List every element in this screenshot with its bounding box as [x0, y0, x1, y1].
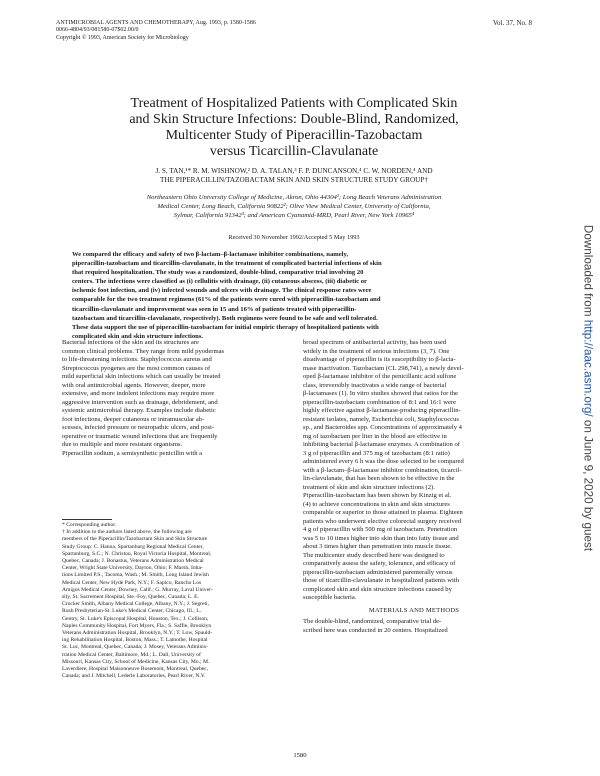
footnote-line: Amigos Medical Center, Downey, Calif.; G. Murray, Laval Univer-: [62, 586, 213, 593]
body-line: was 5 to 10 times higher into skin than into fatty tissue and: [303, 534, 459, 542]
title-line: Treatment of Hospitalized Patients with Complicated Skin: [130, 96, 458, 111]
body-line: inhibiting bacterial β-lactamase enzymes. A combination of: [303, 441, 460, 448]
body-line: with a β-lactam–β-lactamase inhibitor combination, ticarcil-: [303, 466, 462, 474]
body-line: mild superficial skin infections which can usually be treated: [62, 373, 221, 380]
footnote-line: Naples Community Hospital, Fort Myers, Fla.; S. Saffie, Brooklyn: [62, 622, 212, 629]
footnote-line: Rush Presbyterian-St. Luke's Medical Center, Chicago, Ill.; L.: [62, 608, 202, 615]
body-line: sp., and Bacteroides spp. Concentrations of approximately 4: [303, 424, 462, 431]
body-line: Streptococcus pyogenes are the most common causes of: [62, 364, 211, 372]
footnote-line: Study Group: C. Hanna, Spartanburg Regional Medical Center,: [62, 543, 204, 550]
journal-citation: ANTIMICROBIAL AGENTS AND CHEMOTHERAPY, Aug. 1993, p. 1580-1586: [56, 20, 256, 26]
title-line: and Skin Structure Infections: Double-Blind, Randomized,: [129, 112, 459, 127]
abstract-line: ticarcillin-clavulanate and improvement was seen in 15 and 16% of patients treated with piperacillin-: [72, 305, 357, 313]
body-line: disadvantage of piperacillin is its susceptibility to β-lacta-: [303, 356, 456, 363]
footnote-line: Canada; and J. Mitchell, Lederle Laboratories, Pearl River, N.Y.: [62, 673, 206, 680]
footnote-line: Medical Center, New Hyde Park, N.Y.; F. Sapico, Rancho Los: [62, 579, 202, 586]
body-line: (4) to achieve concentrations in skin and skin structures: [303, 500, 450, 508]
body-line: widely in the treatment of serious infections (3, 7). One: [303, 347, 450, 355]
footnote-line: Missouri, Kansas City, School of Medicine, Kansas City, Mo.; M.: [62, 658, 210, 665]
body-line: Bacterial infections of the skin and its structures are: [62, 339, 199, 346]
body-line: with oral antimicrobial agents. However, deeper, more: [62, 381, 206, 389]
author-line: THE PIPERACILLIN/TAZOBACTAM SKIN AND SKIN STRUCTURE STUDY GROUP†: [160, 176, 428, 184]
affiliation-line: Sylmar, California 91342³; and American Cyanamid-MRD, Pearl River, New York 10965⁴: [173, 212, 415, 219]
body-line: patients who underwent elective colorectal surgery received: [303, 517, 462, 525]
body-line: mg of tazobactam per liter in the blood are effective in: [303, 432, 447, 440]
affiliation-line: Medical Center, Long Beach, California 90822²; Olive View Medical Center, University of California,: [157, 203, 431, 210]
body-line: The multicenter study described here was designed to: [303, 551, 445, 559]
body-line: systemic antimicrobial therapy. Examples include diabetic: [62, 407, 216, 414]
body-line: broad spectrum of antibacterial activity, has been used: [303, 339, 447, 346]
footnote-line: ing Rehabilitation Hospital, Boston, Mass.; T. Lamothe, Hospital: [62, 637, 208, 644]
abstract-line: ischemic foot infection, and (iv) infected wounds and ulcers with drainage. The clinical response rates were: [72, 287, 372, 295]
footnote-line: members of the Piperacillin/Tazobactam Skin and Skin Structure: [62, 536, 208, 543]
abstract-line: We compared the efficacy and safety of two β-lactam–β-lactamase inhibitor combinations, namely,: [72, 251, 349, 258]
watermark-prefix: Downloaded from: [581, 224, 595, 320]
body-line: those of ticarcillin-clavulanate in hospitalized patients with: [303, 577, 460, 584]
issn-line: 0066-4804/93/081580-07$02.00/0: [56, 27, 139, 34]
body-line: mase inactivation. Tazobactam (CL 298,741), a newly devel-: [303, 364, 464, 372]
abstract: [72, 250, 520, 341]
article-title: [56, 96, 532, 160]
body-line: complicated skin and skin structure infections caused by: [303, 585, 452, 593]
footnote-line: Veterans Administration Hospital, Brooklyn, N.Y.; T. Low, Spauld-: [62, 630, 213, 637]
body-line: extensive, and more indolent infections may require more: [62, 390, 215, 397]
body-line: class, irreversibly inactivates a wide range of bacterial: [303, 381, 447, 389]
body-line: lin-clavulanate, that has been shown to be effective in the: [303, 475, 455, 482]
right-column: [303, 339, 525, 635]
footnote-line: sity, St. Sacrement Hospital, Ste.-Foy, Quebec, Canada; L. E.: [62, 594, 199, 601]
download-watermark: [582, 225, 595, 551]
body-line: The double-blind, randomized, comparative trial de-: [303, 618, 442, 625]
abstract-line: that required hospitalization. The study was a randomized, double-blind, comparative trial involving 20: [72, 269, 364, 277]
received-dates: Received 30 November 1992/Accepted 5 May 1993: [228, 234, 360, 241]
body-line: scribed here was conducted in 20 centers. Hospitalized: [303, 626, 448, 634]
body-line: about 3 times higher than penetration into muscle tissue.: [303, 543, 452, 550]
footnote-line: Center, Wright State University, Dayton, Ohio; F. Marsh, Inha-: [62, 565, 203, 572]
body-line: comparable or superior to those attained in plasma. Eighteen: [303, 509, 463, 516]
footnote-line: tions Limited P.S., Tacoma, Wash.; M. Smith, Long Island Jewish: [62, 572, 209, 579]
volume-issue: Vol. 37, No. 8: [492, 19, 532, 27]
body-line: scesses, infected pressure or neuropathic ulcers, and post-: [62, 424, 215, 431]
affiliations: [56, 193, 532, 220]
abstract-line: These data support the use of piperacillin-tazobactam for initial empiric therapy of hospitalized patients with: [72, 323, 379, 331]
footnote-line: * Corresponding author.: [62, 522, 117, 528]
footnote-line: tration Medical Center, Baltimore, Md.; L. Dall, University of: [62, 651, 201, 658]
body-line: piperacillin-tazobactam combination of 8:1 and 16:1 were: [303, 398, 457, 406]
footnote-line: Crocker Smith, Albany Medical College, Albany, N.Y.; J. Segreti,: [62, 601, 209, 608]
watermark-link[interactable]: http://aac.asm.org/: [581, 319, 595, 417]
body-line: foot infections, deeper cutaneous or intramuscular ab-: [62, 415, 205, 423]
footnotes: [62, 522, 284, 680]
left-column: [62, 339, 284, 458]
footnote-line: Spartanburg, S.C.; N. Christou, Royal Victoria Hospital, Montreal,: [62, 550, 212, 557]
footnote-line: † In addition to the authors listed above, the following are: [62, 529, 192, 536]
body-line: Piperacillin sodium, a semisynthetic penicillin with a: [62, 449, 203, 457]
author-list: [56, 167, 532, 185]
body-line: susceptible bacteria.: [303, 594, 357, 601]
abstract-line: piperacillin-tazobactam and ticarcillin-clavulanate, in the treatment of complicated bacterial infections of skin: [72, 260, 382, 268]
body-line: piperacillin-tazobactam administered parenterally versus: [303, 568, 453, 576]
title-line: Multicenter Study of Piperacillin-Tazobactam: [165, 128, 423, 143]
abstract-line: complicated skin and skin structure infections.: [72, 332, 204, 340]
copyright-line: Copyright © 1993, American Society for Microbiology: [56, 34, 189, 41]
body-line: to life-threatening infections. Staphylococcus aureus and: [62, 356, 212, 363]
body-line: aggressive intervention such as drainage, debridement, and: [62, 398, 218, 406]
watermark-suffix: on June 9, 2020 by guest: [581, 416, 595, 552]
journal-header: [56, 20, 532, 42]
abstract-line: centers. The infections were classified as (i) cellulitis with drainage, (ii) cutaneous abscess, (iii) diabetic or: [72, 278, 367, 286]
affiliation-line: Northeastern Ohio University College of Medicine, Akron, Ohio 44304¹; Long Beach Veterans Administration: [146, 194, 442, 201]
body-line: 3 g of piperacillin and 375 mg of tazobactam (8:1 ratio): [303, 449, 450, 457]
body-line: operative or traumatic wound infections that are frequently: [62, 432, 218, 440]
author-line: J. S. TAN,¹* R. M. WISHNOW,² D. A. TALAN,³ F. P. DUNCANSON,⁴ C. W. NORDEN,⁴ AND: [155, 167, 433, 175]
footnote-line: St. Luc, Montreal, Quebec, Canada; J. Mosey, Veterans Adminis-: [62, 644, 208, 651]
body-line: due to multiple and more resistant organisms.: [62, 441, 183, 448]
body-line: administered every 6 h was the dose selected to be compared: [303, 458, 464, 465]
body-line: 4 g of piperacillin with 500 mg of tazobactam. Penetration: [303, 526, 458, 533]
footnote-line: Laverdiere, Hospital Maisonneuve Rosemont, Montreal, Quebec,: [62, 666, 209, 673]
body-line: β-lactamases (1). In vitro studies showed that ratios for the: [303, 390, 458, 397]
body-line: resistant isolates, namely, Escherichia coli, Staphylococcus: [303, 415, 459, 423]
body-line: comparatively assess the safety, tolerance, and efficacy of: [303, 560, 456, 567]
body-line: common clinical problems. They range from mild pyodermas: [62, 347, 225, 355]
body-line: oped β-lactamase inhibitor of the penicillanic acid sulfone: [303, 373, 457, 380]
body-line: treatment of skin and skin structure infections (2).: [303, 483, 435, 491]
abstract-line: comparable for the two treatment regimens (61% of the patients were cured with piperacillin-tazobactam and: [72, 296, 381, 304]
section-heading: MATERIALS AND METHODS: [368, 606, 460, 614]
body-line: Piperacillin-tazobactam has been shown by Kinzig et al.: [303, 492, 452, 499]
page-number: 1580: [293, 752, 307, 759]
abstract-line: tazobactam and ticarcillin-clavulanate, respectively). Both regimens were found to be safe and well tolerated.: [72, 314, 378, 322]
body-line: highly effective against β-lactamase-producing piperacillin-: [303, 407, 461, 414]
title-line: versus Ticarcillin-Clavulanate: [209, 144, 379, 159]
footnote-rule: [62, 519, 112, 520]
footnote-line: Quebec, Canada; J. Bonastus, Veterans Administration Medical: [62, 558, 204, 565]
footnote-line: Gentry, St. Luke's Episcopal Hospital, Houston, Tex.; J. Collison,: [62, 615, 209, 622]
